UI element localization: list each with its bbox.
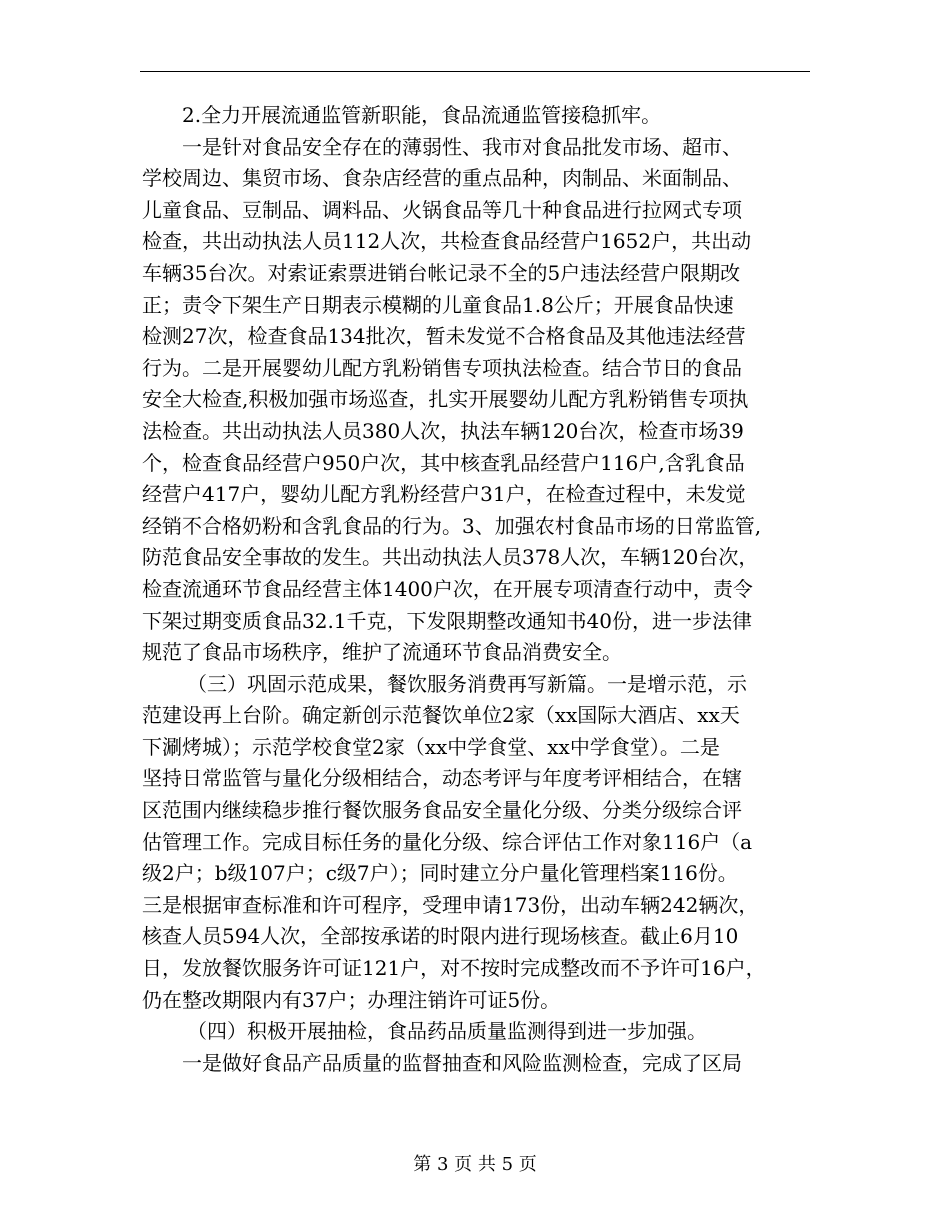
document-body: [142, 100, 812, 1079]
text-line: 行为。二是开展婴幼儿配方乳粉销售专项执法检查。结合节日的食品: [142, 355, 742, 380]
text-line: 安全大检查,积极加强市场巡查，扎实开展婴幼儿配方乳粉销售专项执: [142, 387, 749, 412]
text-line: 仍在整改期限内有37户；办理注销许可证5份。: [142, 987, 561, 1012]
text-line: 日，发放餐饮服务许可证121户，对不按时完成整改而不予许可16户，: [142, 956, 766, 981]
text-line: 2.全力开展流通监管新职能，食品流通监管接稳抓牢。: [182, 103, 662, 127]
text-line: 检查流通环节食品经营主体1400户次，在开展专项清查行动中，责令: [142, 576, 753, 601]
text-line: 三是根据审查标准和许可程序，受理申请173份，出动车辆242辆次，: [142, 892, 759, 917]
text-line: 估管理工作。完成目标任务的量化分级、综合评估工作对象116户（a: [142, 829, 753, 854]
text-line: 范建设再上台阶。确定新创示范餐饮单位2家（xx国际大酒店、xx天: [142, 703, 740, 728]
text-line: 防范食品安全事故的发生。共出动执法人员378人次，车辆120台次，: [142, 545, 759, 570]
text-line: 儿童食品、豆制品、调料品、火锅食品等几十种食品进行拉网式专项: [142, 197, 742, 222]
text-line: 核查人员594人次，全部按承诺的时限内进行现场核查。截止6月10: [142, 924, 739, 949]
text-line: 坚持日常监管与量化分级相结合，动态考评与年度考评相结合，在辖: [142, 766, 742, 791]
text-line: （三）巩固示范成果，餐饮服务消费再写新篇。一是增示范，示: [187, 671, 747, 696]
text-line: 规范了食品市场秩序，维护了流通环节食品消费安全。: [142, 640, 622, 665]
text-line: 学校周边、集贸市场、食杂店经营的重点品种，肉制品、米面制品、: [142, 166, 742, 191]
text-line: 检查，共出动执法人员112人次，共检查食品经营户1652户，共出动: [142, 229, 752, 254]
text-line: 级2户；b级107户；c级7户）；同时建立分户量化管理档案116份。: [142, 861, 738, 886]
text-line: （四）积极开展抽检，食品药品质量监测得到进一步加强。: [187, 1019, 707, 1044]
text-line: 一是做好食品产品质量的监督抽查和风险监测检查，完成了区局: [182, 1050, 742, 1075]
text-line: 个，检查食品经营户950户次，其中核查乳品经营户116户,含乳食品: [142, 450, 745, 475]
text-line: 一是针对食品安全存在的薄弱性、我市对食品批发市场、超市、: [182, 134, 742, 159]
text-line: 正；责令下架生产日期表示模糊的儿童食品1.8公斤；开展食品快速: [142, 292, 734, 317]
text-line: 车辆35台次。对索证索票进销台帐记录不全的5户违法经营户限期改: [142, 260, 741, 285]
text-line: 法检查。共出动执法人员380人次，执法车辆120台次，检查市场39: [142, 418, 744, 443]
text-line: 经销不合格奶粉和含乳食品的行为。3、加强农村食品市场的日常监管,: [142, 513, 762, 538]
page-number: 第 3 页 共 5 页: [413, 1154, 537, 1175]
text-line: 下架过期变质食品32.1千克，下发限期整改通知书40份，进一步法律: [142, 608, 752, 633]
text-line: 检测27次，检查食品134批次，暂未发觉不合格食品及其他违法经营: [142, 324, 746, 349]
header-rule: [140, 71, 810, 72]
text-line: 区范围内继续稳步推行餐饮服务食品安全量化分级、分类分级综合评: [142, 798, 742, 823]
text-line: 下涮烤城）；示范学校食堂2家（xx中学食堂、xx中学食堂）。二是: [142, 734, 720, 759]
text-line: 经营户417户，婴幼儿配方乳粉经营户31户，在检查过程中，未发觉: [142, 482, 746, 507]
